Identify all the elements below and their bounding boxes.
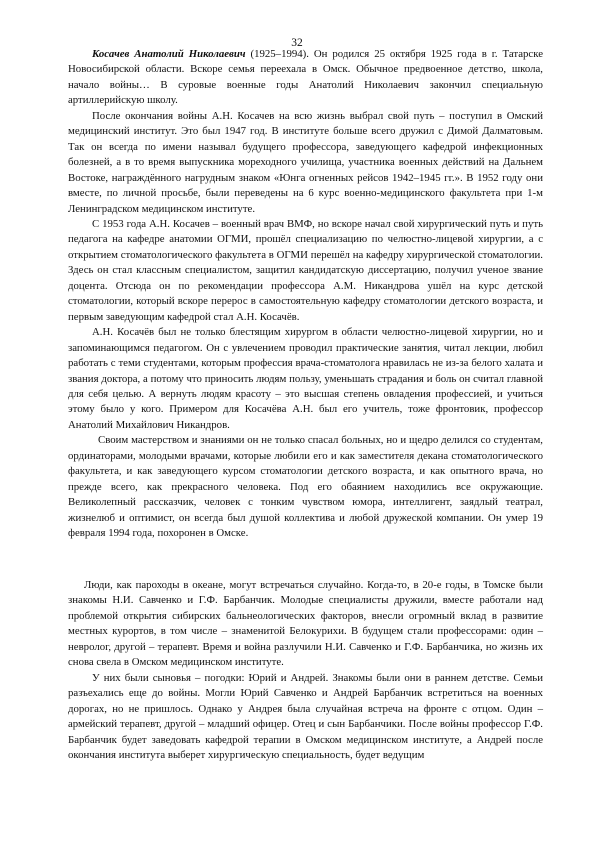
- paragraph-fathers: Люди, как пароходы в океане, могут встречаться случайно. Когда-то, в 20-е годы, в Томске были знакомы Н.И. Савченко и Г.Ф. Барбанчик. Молодые специалисты дружили, вместе работали над проблемой открытия сибирских бальнеологических факторов, внесли огромный вклад в развитие местных курортов, в том числе – знаменитой Белокурихи. В будущем стали профессорами: один – невролог, другой – терапевт. Время и война разлучили Н.И. Савченко и Г.Ф. Барбанчика, но жизнь их снова свела в Омском медицинском институте.: [68, 579, 543, 669]
- bio-name: Косачев Анатолий Николаевич: [92, 48, 246, 60]
- page-number: 32: [291, 37, 303, 49]
- paragraph-teaching: А.Н. Косачёв был не только блестящим хирургом в области челюстно-лицевой хирургии, но и запоминающимся педагогом. Он с увлечением проводил практические занятия, читал лекции, любил работать с теми студентами, которым профессия врача-стоматолога нравилась не из-за белого халата и звания доктора, а потому что приносить людям пользу, уменьшать страдания и боль он считал главной для себя целью. А вернуть людям красоту – это высшая степень овладения профессией, и учиться этому было у кого. Примером для Косачёва А.Н. был его учитель, тоже фронтовик, профессор Анатолий Михайлович Никандров.: [68, 326, 543, 431]
- paragraph-bio-intro: [68, 47, 543, 109]
- story-savchenko-barbanchik: [68, 578, 543, 763]
- paragraph-education: После окончания войны А.Н. Косачев на всю жизнь выбрал свой путь – поступил в Омский медицинский институт. Это был 1947 год. В институте больше всего дружил с Димой Далматовым. Так он всегда по имени называл будущего профессора, заведующего кафедрой инфекционных болезней, а в то время выпускника мореходного училища, участника военных действий на Дальнем Востоке, награждённого нагрудным знаком «Юнга огненных рейсов 1942–1945 гг.». В 1952 году они вместе, по личной просьбе, были переведены на 6 курс военно-медицинского факультета при 1-м Ленинградском медицинском институте.: [68, 109, 543, 215]
- paragraph-career: С 1953 года А.Н. Косачев – военный врач ВМФ, но вскоре начал свой хирургический путь и путь педагога на кафедре анатомии ОГМИ, прошёл специализацию по челюстно-лицевой хирургии, а с открытием стоматологического факультета в ОГМИ перешёл на кафедру хирургической стоматологии. Здесь он стал классным специалистом, защитил кандидатскую диссертацию, получил ученое звание доцента. Отсюда он по рекомендации профессора А.М. Никандрова ушёл на курс детской стоматологии, который вскоре перерос в самостоятельную кафедру стоматологии детского возраста, и первым заведующим кафедрой стал А.Н. Косачёв.: [68, 217, 543, 323]
- paragraph-sons: У них были сыновья – погодки: Юрий и Андрей. Знакомы были они в раннем детстве. Семьи разъехались еще до войны. Могли Юрий Савченко и Андрей Барбанчик встретиться на военных дорогах, но не пришлось. Однако у Андрея была случайная встреча на фронте с отцом. Один – армейский терапевт, другой – младший офицер. Отец и сын Барбанчики. После войны профессор Г.Ф. Барбанчик будет заведовать кафедрой терапии в Омском медицинском институте, а Андрей после окончания института выберет хирургическую специальность, будет ведущим: [68, 671, 543, 761]
- paragraph-legacy: Своим мастерством и знаниями он не только спасал больных, но и щедро делился со студентам, ординаторами, молодыми врачами, которые любили его и как заместителя декана стоматологического факультета, и как заведующего курсом стоматологии детского возраста, и как опытного врача, но прежде всего, как прекрасного человека. Под его обаянием находились все окружающие. Великолепный рассказчик, человек с тонким чувством юмора, интеллигент, заядлый театрал, жизнелюб и оптимист, он всегда был душой коллектива и любой дружеской компании. Он умер 19 февраля 1994 года, похоронен в Омске.: [68, 434, 543, 540]
- biography-kosachev: [68, 47, 543, 542]
- paragraph-text: (1925–1994). Он родился 25 октября 1925 года в г. Татарске Новосибирской области. Вскоре семья переехала в Омск. Обычное предвоенное детство, школа, начало войны… В суровые военные годы Анатолий Николаевич закончил специальную артиллерийскую школу.: [68, 48, 543, 107]
